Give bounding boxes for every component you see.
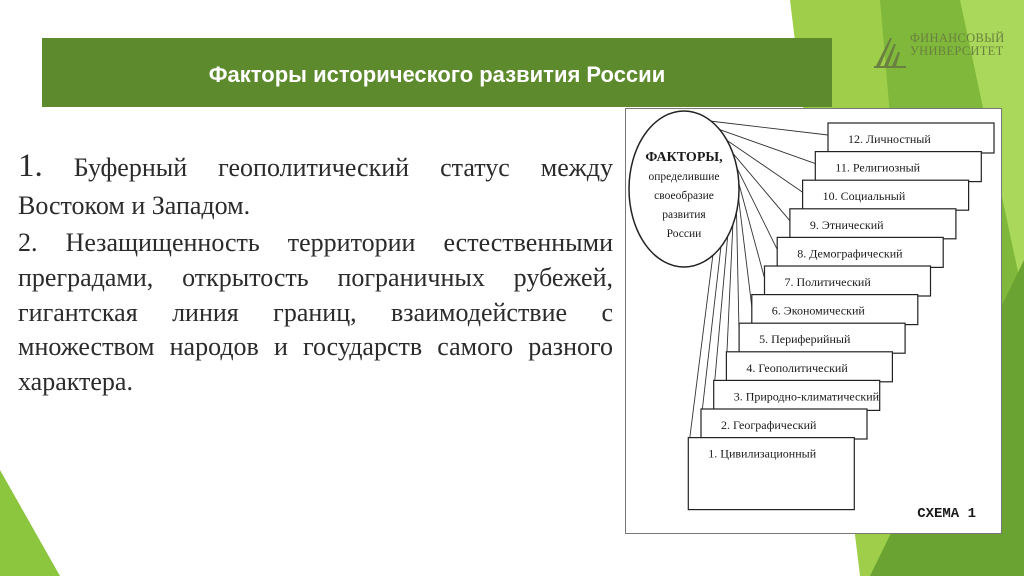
factor-label: 7. Политический: [784, 275, 871, 289]
factor-label: 4. Геополитический: [746, 360, 848, 375]
paragraph-1: [18, 145, 613, 223]
factor-label: 12. Личностный: [848, 132, 931, 146]
factor-box: [790, 209, 956, 239]
title-bar: [42, 38, 832, 107]
factor-label: 2. Географический: [721, 418, 817, 432]
paragraph-2-text: Незащищенность территории естественными преградами, открытость пограничных рубежей, гигантская линия границ, взаимодействие с множеством народов и государств самого разного характера.: [18, 228, 613, 396]
connector-line: [714, 233, 728, 392]
connector-line: [736, 207, 739, 335]
factor-label: 3. Природно-климатический: [733, 389, 880, 404]
factor-label: 5. Периферийный: [759, 332, 851, 347]
factor-box: [714, 380, 880, 410]
logo-line-1: ФИНАНСОВЫЙ: [910, 31, 1005, 45]
paragraph-2: [18, 226, 613, 399]
factor-box: [726, 352, 892, 382]
factor-label: 1. Цивилизационный: [708, 446, 817, 461]
diagram-caption: СХЕМА 1: [917, 506, 976, 522]
paragraph-1-text: Буферный геополитический статус между Востоком и Западом.: [18, 153, 613, 220]
factor-box: [739, 323, 905, 353]
oval-line: ФАКТОРЫ,: [645, 150, 723, 165]
university-logo: [872, 30, 1018, 76]
paragraph-1-number: 1.: [18, 148, 43, 184]
logo-text: [910, 32, 1005, 58]
paragraph-2-number: 2.: [18, 228, 38, 258]
body-text: [18, 145, 613, 402]
oval-line: России: [666, 228, 702, 240]
connector-line: [735, 164, 777, 250]
factor-label: 6. Экономический: [771, 303, 865, 318]
factors-oval: [629, 111, 739, 267]
factor-box: [688, 438, 854, 510]
factor-label: 11. Религиозный: [835, 160, 921, 175]
factor-box: [752, 295, 918, 325]
factor-box: [815, 152, 981, 182]
university-emblem-icon: [872, 34, 908, 70]
oval-line: определившие: [648, 171, 720, 183]
connector-line: [708, 121, 828, 135]
oval-line: своеобразие: [654, 190, 714, 202]
factor-label: 8. Демографический: [797, 246, 903, 261]
factors-diagram: [625, 108, 1002, 534]
factor-box: [828, 123, 994, 153]
factors-diagram-svg: [626, 109, 1000, 532]
factor-box: [701, 409, 867, 439]
factor-label: 10. Социальный: [822, 189, 906, 204]
factor-label: 9. Этнический: [809, 217, 884, 232]
oval-line: развития: [662, 209, 706, 221]
factor-box: [777, 237, 943, 267]
logo-line-2: УНИВЕРСИТЕТ: [910, 44, 1004, 58]
connector-line: [737, 178, 764, 278]
slide-title: Факторы исторического развития России: [208, 62, 666, 87]
factor-box: [765, 266, 931, 296]
factor-box: [803, 180, 969, 210]
connector-line: [738, 192, 752, 306]
